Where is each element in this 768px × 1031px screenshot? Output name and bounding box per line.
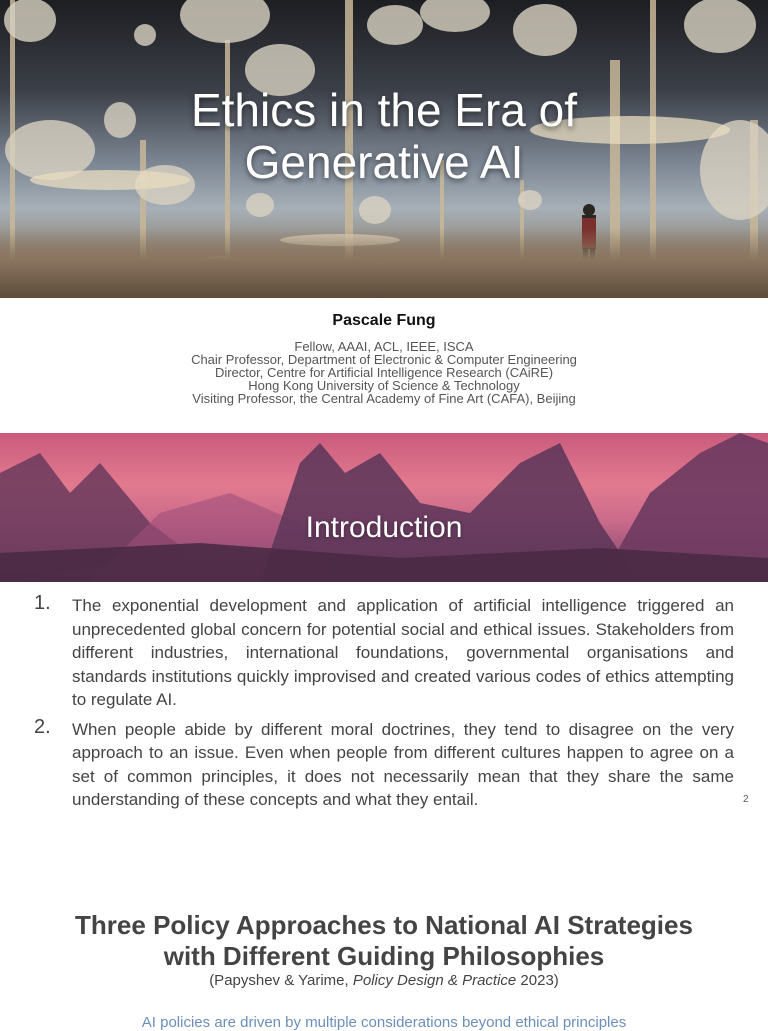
author-block <box>0 312 768 405</box>
title-line-1: Ethics in the Era of <box>190 84 578 136</box>
list-item-text: The exponential development and application of artificial intelligence triggered an unprecedented global concern for potential social and ethical issues. Stakeholders from different industries, international foundations, governmental organisations and standards institutions quickly improvised and created various codes of ethics attempting to regulate AI. <box>72 596 734 709</box>
title-line-2: Generative AI <box>244 136 524 188</box>
list-number: 1. <box>34 592 51 614</box>
slide-title <box>0 910 768 972</box>
affiliation-line: Visiting Professor, the Central Academy of Fine Art (CAFA), Beijing <box>192 391 576 406</box>
affiliation-line: Hong Kong University of Science & Technology <box>248 378 520 393</box>
mountain-landscape-illustration <box>0 433 768 582</box>
citation-journal: Policy Design & Practice <box>352 972 517 989</box>
list-item-text: When people abide by different moral doctrines, they tend to disagree on the very approach to an issue. Even when people from different cultures happen to agree on a set of common principles, it does not necessarily mean that they share the same understanding of these concepts and what they entail. <box>72 719 734 809</box>
list-item <box>34 594 734 712</box>
author-name: Pascale Fung <box>332 312 436 329</box>
affiliation-line: Director, Centre for Artificial Intelligence Research (CAiRE) <box>214 365 554 380</box>
affiliation-line: Chair Professor, Department of Electronic & Computer Engineering <box>191 352 577 367</box>
section-title: Introduction <box>305 511 463 544</box>
hero-ground <box>0 228 768 298</box>
introduction-banner <box>0 433 768 582</box>
slide-subtitle: AI policies are driven by multiple considerations beyond ethical principles <box>141 1014 627 1031</box>
hero-image <box>0 0 768 298</box>
citation-authors: (Papyshev & Yarime, <box>209 972 353 989</box>
presentation-title <box>0 84 768 188</box>
affiliation-line: Fellow, AAAI, ACL, IEEE, ISCA <box>294 339 474 354</box>
page-number: 2 <box>743 794 749 805</box>
citation-year: 2023) <box>516 972 559 989</box>
list-item <box>34 715 734 812</box>
list-number: 2. <box>34 715 51 738</box>
citation <box>0 972 768 989</box>
slide-title-line-1: Three Policy Approaches to National AI Strategies <box>75 910 693 940</box>
slide-title-line-2: with Different Guiding Philosophies <box>163 941 605 971</box>
introduction-list <box>34 594 734 818</box>
